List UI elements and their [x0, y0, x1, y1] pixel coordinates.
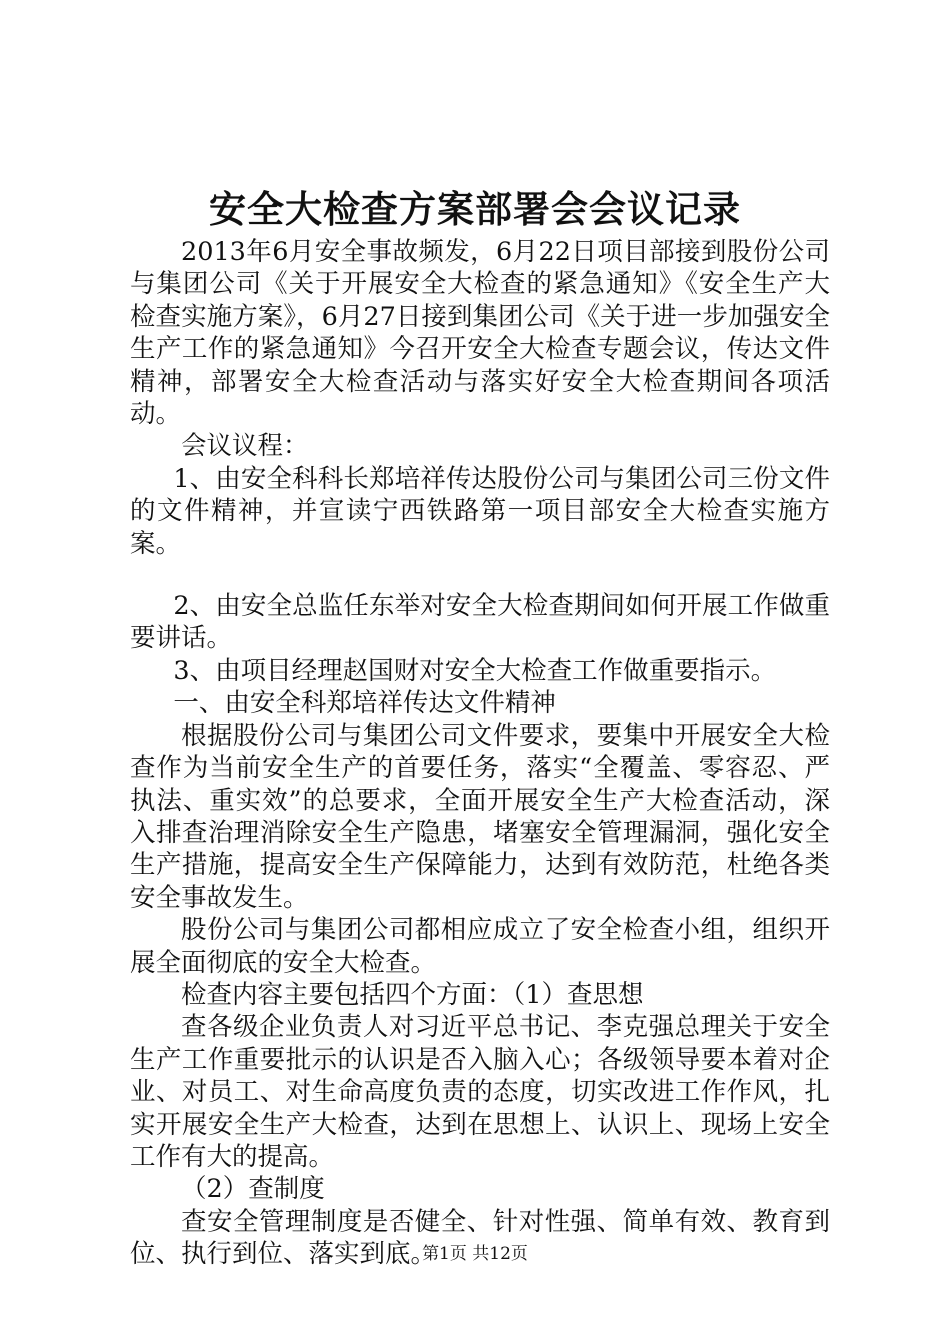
paragraph-inspection-groups: 股份公司与集团公司都相应成立了安全检查小组，组织开展全面彻底的安全大检查。: [130, 915, 830, 978]
paragraph-agenda-item-1: 1、由安全科科长郑培祥传达股份公司与集团公司三份文件的文件精神，并宣读宁西铁路第一项目部安全大检查实施方案。: [130, 463, 830, 559]
page-number-footer: 第1页 共12页: [422, 1244, 528, 1264]
paragraph-agenda-item-3: 3、由项目经理赵国财对安全大检查工作做重要指示。: [173, 655, 777, 686]
paragraph-inspection-scope: 检查内容主要包括四个方面：（1）查思想: [181, 979, 644, 1010]
document-title: 安全大检查方案部署会会议记录: [209, 187, 741, 231]
paragraph-agenda-item-2: 2、由安全总监任东举对安全大检查期间如何开展工作做重要讲话。: [130, 591, 830, 654]
paragraph-section-heading-1: 一、由安全科郑培祥传达文件精神: [173, 688, 556, 719]
paragraph-agenda-heading: 会议议程：: [181, 431, 309, 462]
document-body: [130, 236, 830, 1271]
paragraph-check-system-heading: （2）查制度: [181, 1174, 325, 1205]
paragraph-requirements: 根据股份公司与集团公司文件要求，要集中开展安全大检查作为当前安全生产的首要任务，落实“全覆盖、零容忍、严执法、重实效”的总要求，全面开展安全生产大检查活动，深入排查治理消除安全生产隐患，堵塞安全管理漏洞，强化安全生产措施，提高安全生产保障能力，达到有效防范，杜绝各类安全事故发生。: [130, 720, 830, 913]
paragraph-intro: 2013年6月安全事故频发，6月22日项目部接到股份公司与集团公司《关于开展安全大检查的紧急通知》《安全生产大检查实施方案》，6月27日接到集团公司《关于进一步加强安全生产工作的紧急通知》今召开安全大检查专题会议，传达文件精神，部署安全大检查活动与落实好安全大检查期间各项活动。: [130, 237, 830, 430]
paragraph-check-thinking: 查各级企业负责人对习近平总书记、李克强总理关于安全生产工作重要批示的认识是否入脑入心；各级领导要本着对企业、对员工、对生命高度负责的态度，切实改进工作作风，扎实开展安全生产大检查，达到在思想上、认识上、现场上安全工作有大的提高。: [130, 1012, 830, 1172]
paragraph-check-system: 查安全管理制度是否健全、针对性强、简单有效、教育到位、执行到位、落实到底。: [130, 1206, 830, 1270]
